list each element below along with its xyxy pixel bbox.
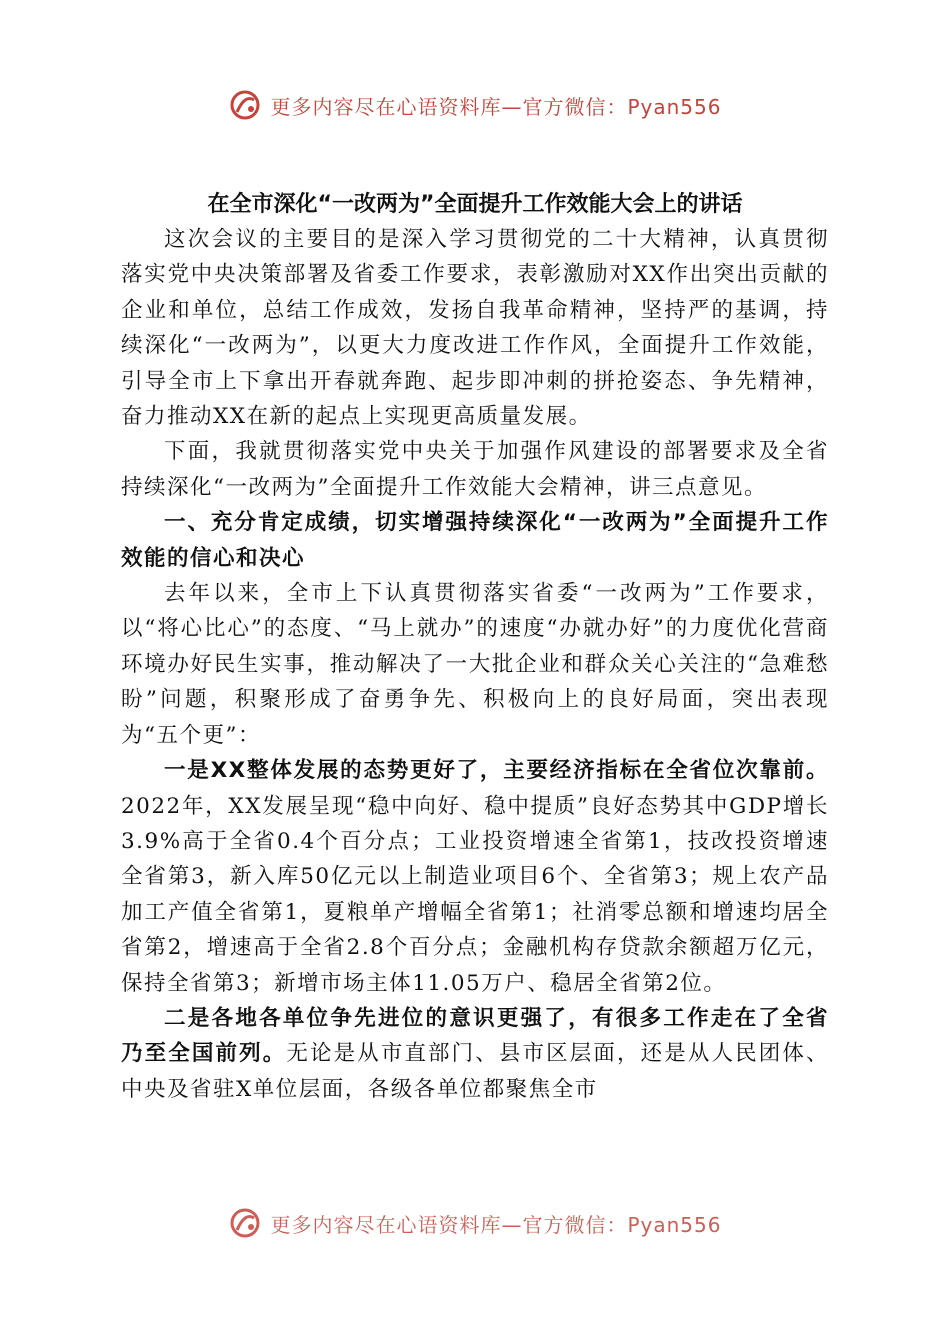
point-2-lead: 二是各地各单位争先进位的意识更强了，有很多工作走在了全省乃至全国前列。	[121, 1005, 829, 1067]
point-1	[121, 753, 829, 1001]
watermark-text: 更多内容尽在心语资料库—官方微信：Pyan556	[270, 1212, 722, 1237]
point-1-body: 2022年，XX发展呈现“稳中向好、稳中提质”良好态势其中GDP增长3.9%高于全省0.4个百分点；工业投资增速全省第1，技改投资增速全省第3，新入库50亿元以上制造业项目6个、全省第3；规上农产品加工产值全省第1，夏粮单产增幅全省第1；社消零总额和增速均居全省第2，增速高于全省2.8个百分点；金融机构存贷款余额超万亿元，保持全省第3；新增市场主体11.05万户、稳居全省第2位。	[121, 793, 829, 996]
watermark-footer	[0, 1203, 950, 1243]
watermark-header	[0, 85, 950, 125]
section-heading-1: 一、充分肯定成绩，切实增强持续深化“一改两为”全面提升工作效能的信心和决心	[121, 510, 829, 571]
paragraph-outline: 下面，我就贯彻落实党中央关于加强作风建设的部署要求及全省持续深化“一改两为”全面提升工作效能大会精神，讲三点意见。	[121, 439, 829, 500]
section1-intro: 去年以来，全市上下认真贯彻落实省委“一改两为”工作要求，以“将心比心”的态度、“马上就办”的速度“办就办好”的力度优化营商环境办好民生实事，推动解决了一大批企业和群众关心关注的“急难愁盼”问题，积聚形成了奋勇争先、积极向上的良好局面，突出表现为“五个更”：	[121, 581, 829, 748]
point-2-body: 无论是从市直部门、县市区层面，还是从人民团体、中央及省驻X单位层面，各级各单位都聚焦全市	[121, 1041, 829, 1102]
document-page	[121, 188, 829, 1107]
document-title: 在全市深化“一改两为”全面提升工作效能大会上的讲话	[207, 192, 743, 217]
brand-logo-icon	[228, 88, 262, 122]
paragraph-intro: 这次会议的主要目的是深入学习贯彻党的二十大精神，认真贯彻落实党中央决策部署及省委工作要求，表彰激励对XX作出突出贡献的企业和单位，总结工作成效，发扬自我革命精神，坚持严的基调，持续深化“一改两为”，以更大力度改进工作作风，全面提升工作效能，引导全市上下拿出开春就奔跑、起步即冲刺的拼抢姿态、争先精神，奋力推动XX在新的起点上实现更高质量发展。	[121, 227, 829, 430]
point-1-lead: 一是XX整体发展的态势更好了，主要经济指标在全省位次靠前。	[164, 758, 829, 784]
watermark-text: 更多内容尽在心语资料库—官方微信：Pyan556	[270, 94, 722, 119]
point-2	[121, 1001, 829, 1107]
brand-logo-icon	[228, 1206, 262, 1240]
